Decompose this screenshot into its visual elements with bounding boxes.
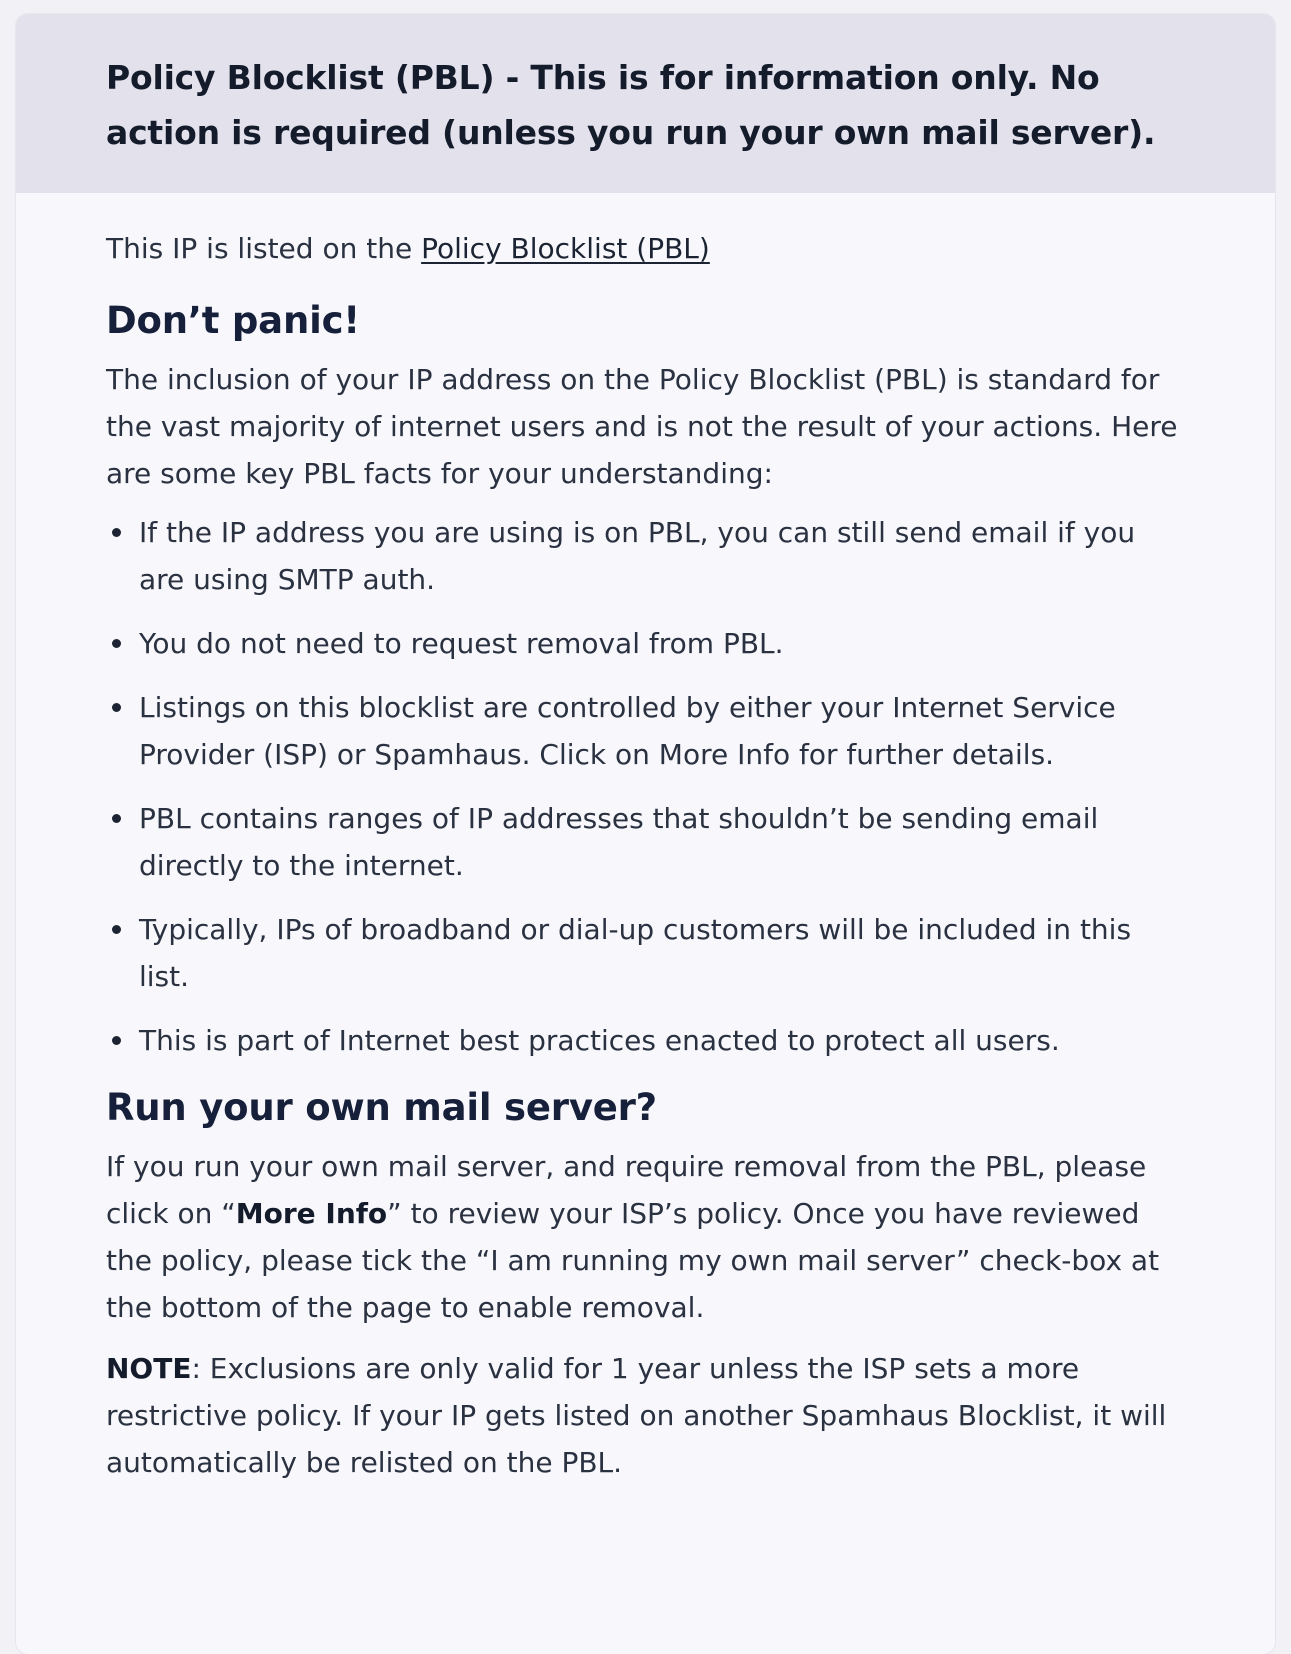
run-mail-server-heading: Run your own mail server? [106,1086,657,1129]
bullet-icon [112,528,121,537]
bullet-icon [112,814,121,823]
bullet-icon [112,703,121,712]
bullet-icon [112,639,121,648]
run-mail-server-text: If you run your own mail server, and require removal from the PBL, please click on “More Info” to review your ISP’s policy. Once you have reviewed the policy, please tick the “I am running my own mail server” check-box at the bottom of the page to enable removal. [106,1150,1160,1324]
listing-statement [106,225,1185,272]
note-label: NOTE [106,1352,192,1385]
bullet-icon [112,925,121,934]
listing-statement-prefix: This IP is listed on the [106,232,422,265]
list-item: Listings on this blocklist are controlled by either your Internet Service Provider (ISP) or Spamhaus. Click on More Info for further details. [106,684,1185,778]
list-item: Typically, IPs of broadband or dial-up customers will be included in this list. [106,906,1185,1000]
pbl-facts-list [106,509,1185,1064]
more-info-reference: More Info [235,1197,388,1230]
dont-panic-heading: Don’t panic! [106,299,360,342]
dont-panic-lead: The inclusion of your IP address on the Policy Blocklist (PBL) is standard for the vast majority of internet users and is not the result of your actions. Here are some key PBL facts for your understanding: [106,363,1178,490]
bullet-icon [112,1036,121,1045]
card-body [16,193,1275,1486]
list-item: If the IP address you are using is on PBL, you can still send email if you are using SMTP auth. [106,509,1185,603]
pbl-info-card [16,14,1275,1654]
pbl-link[interactable]: Policy Blocklist (PBL) [421,232,710,265]
list-item: PBL contains ranges of IP addresses that shouldn’t be sending email directly to the internet. [106,795,1185,889]
list-item: You do not need to request removal from PBL. [106,620,1185,667]
card-header [16,14,1275,193]
card-title: Policy Blocklist (PBL) - This is for information only. No action is required (unless you run your own mail server). [106,58,1156,152]
note-text: NOTE: Exclusions are only valid for 1 year unless the ISP sets a more restrictive policy. If your IP gets listed on another Spamhaus Blocklist, it will automatically be relisted on the PBL. [106,1352,1167,1479]
list-item: This is part of Internet best practices enacted to protect all users. [106,1017,1185,1064]
